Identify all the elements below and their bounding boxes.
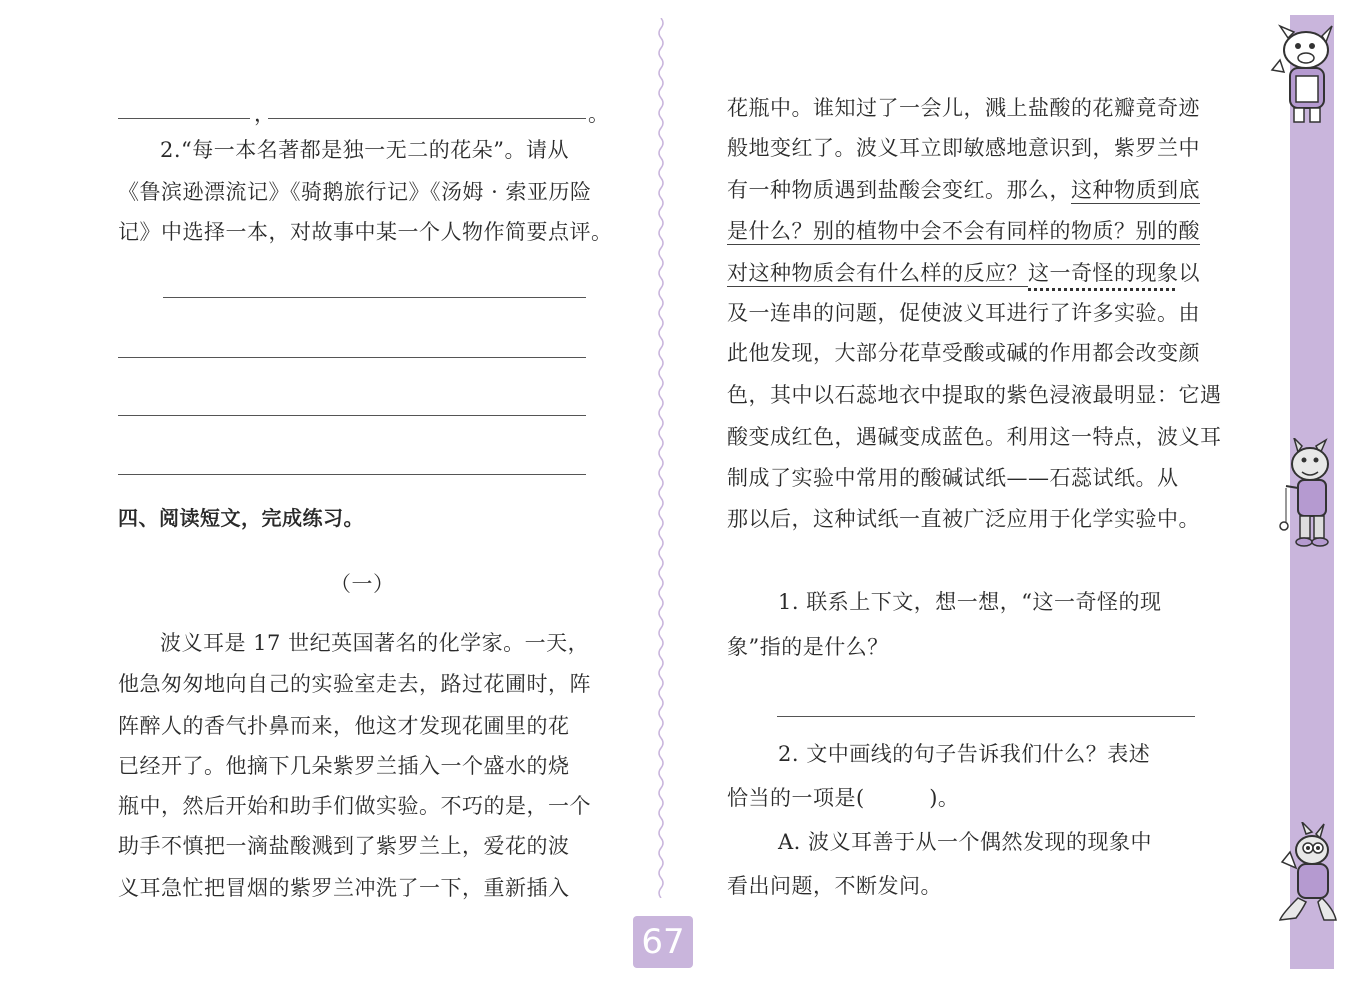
page-fold <box>656 18 666 898</box>
underlined-sentence: 是什么？别的植物中会不会有同样的物质？别的酸 <box>727 219 1200 243</box>
underlined-sentence: 这种物质到底 <box>1071 178 1200 202</box>
question-2-line-3: 记》中选择一本，对故事中某一个人物作简要点评。 <box>118 220 613 244</box>
blank-separator: ， <box>254 102 276 126</box>
option-a-line-2: 看出问题，不断发问。 <box>727 874 942 898</box>
dotted-phrase: 这一奇怪的现象 <box>1028 261 1179 285</box>
page-number: 67 <box>633 916 693 968</box>
answer-blank[interactable] <box>268 118 586 119</box>
wolf-character-icon <box>1272 438 1340 550</box>
underlined-sentence: 对这种物质会有什么样的反应？ <box>727 261 1028 285</box>
blank-period: 。 <box>588 102 610 126</box>
passage-line: 瓶中，然后开始和助手们做实验。不巧的是，一个 <box>118 794 591 818</box>
passage-line: 那以后，这种试纸一直被广泛应用于化学实验中。 <box>727 507 1200 531</box>
passage-line <box>727 174 1200 204</box>
pig-character-icon <box>1262 20 1342 128</box>
question-2-line-1: 2. 文中画线的句子告诉我们什么？表述 <box>778 742 1151 766</box>
passage-line: 助手不慎把一滴盐酸溅到了紫罗兰上，爱花的波 <box>118 834 570 858</box>
option-a-line-1: A. 波义耳善于从一个偶然发现的现象中 <box>778 830 1153 854</box>
passage-line: 他急匆匆地向自己的实验室走去，路过花圃时，阵 <box>118 672 591 696</box>
question-1-line-2: 象”指的是什么？ <box>727 635 889 659</box>
passage-line: 制成了实验中常用的酸碱试纸——石蕊试纸。从 <box>727 466 1179 490</box>
passage-line: 此他发现，大部分花草受酸或碱的作用都会改变颜 <box>727 341 1200 365</box>
passage-text: 有一种物质遇到盐酸会变红。那么， <box>727 178 1071 202</box>
question-2-line-1: 2.“每一本名著都是独一无二的花朵”。请从 <box>160 138 570 162</box>
question-1-line-1: 1. 联系上下文，想一想，“这一奇怪的现 <box>778 590 1162 614</box>
passage-line: 般地变红了。波义耳立即敏感地意识到，紫罗兰中 <box>727 136 1200 160</box>
passage-line: 义耳急忙把冒烟的紫罗兰冲洗了一下，重新插入 <box>118 876 570 900</box>
answer-line[interactable] <box>118 415 586 416</box>
passage-line <box>727 257 1200 287</box>
answer-line[interactable] <box>163 297 586 298</box>
passage-line: 及一连串的问题，促使波义耳进行了许多实验。由 <box>727 301 1200 325</box>
passage-line <box>727 215 1200 245</box>
passage-line: 酸变成红色，遇碱变成蓝色。利用这一特点，波义耳 <box>727 425 1222 449</box>
answer-line[interactable] <box>777 716 1195 717</box>
passage-line: 已经开了。他摘下几朵紫罗兰插入一个盛水的烧 <box>118 754 570 778</box>
passage-text: 以 <box>1178 261 1200 285</box>
section-title: 四、阅读短文，完成练习。 <box>118 506 364 530</box>
question-2-line-2: 恰当的一项是( )。 <box>727 786 960 810</box>
passage-line: 色，其中以石蕊地衣中提取的紫色浸液最明显：它遇 <box>727 383 1222 407</box>
kangaroo-character-icon <box>1262 822 1342 928</box>
passage-line: 波义耳是 17 世纪英国著名的化学家。一天， <box>160 631 590 655</box>
passage-line: 阵醉人的香气扑鼻而来，他这才发现花圃里的花 <box>118 714 570 738</box>
answer-blank[interactable] <box>118 118 250 119</box>
answer-line[interactable] <box>118 357 586 358</box>
passage-line: 花瓶中。谁知过了一会儿，溅上盐酸的花瓣竟奇迹 <box>727 96 1200 120</box>
question-2-line-2: 《鲁滨逊漂流记》《骑鹅旅行记》《汤姆 · 索亚历险 <box>118 180 592 204</box>
passage-subtitle: （一） <box>330 572 395 596</box>
answer-line[interactable] <box>118 474 586 475</box>
